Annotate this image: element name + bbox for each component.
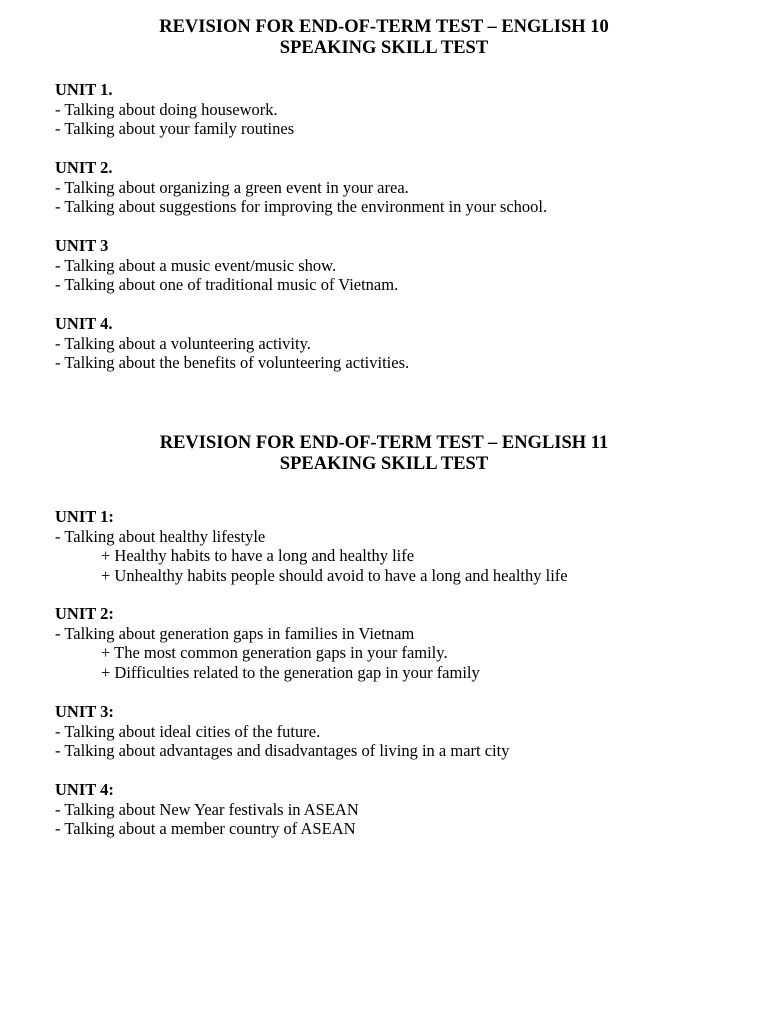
topic-line: - Talking about suggestions for improving the environment in your school. (55, 197, 548, 217)
english-11-unit-2 (55, 604, 745, 682)
unit-title: UNIT 3: (55, 702, 114, 721)
sub-topic-line: + Healthy habits to have a long and healthy life (101, 546, 415, 566)
english-10-unit-4 (55, 314, 745, 373)
topic-line: - Talking about New Year festivals in ASEAN (55, 799, 359, 819)
english-10-subtitle: SPEAKING SKILL TEST (279, 38, 489, 58)
topic-line: - Talking about a volunteering activity. (55, 333, 311, 353)
sub-topic-line: + Unhealthy habits people should avoid to have a long and healthy life (101, 565, 568, 585)
topic-line: - Talking about a music event/music show. (55, 255, 337, 275)
english-11-subtitle: SPEAKING SKILL TEST (279, 454, 489, 474)
topic-line: - Talking about doing housework. (55, 99, 278, 119)
topic-line: - Talking about one of traditional music of Vietnam. (55, 275, 399, 295)
english-10-unit-3 (55, 236, 745, 295)
unit-title: UNIT 1: (55, 507, 114, 526)
unit-title: UNIT 4. (55, 314, 113, 333)
english-10-heading (0, 17, 768, 59)
unit-title: UNIT 4: (55, 780, 114, 799)
topic-line: - Talking about organizing a green event in your area. (55, 177, 409, 197)
english-10-unit-2 (55, 158, 745, 217)
english-11-title: REVISION FOR END-OF-TERM TEST – ENGLISH 11 (159, 433, 609, 453)
topic-line: - Talking about a member country of ASEAN (55, 819, 356, 839)
unit-title: UNIT 2: (55, 604, 114, 623)
topic-line: - Talking about advantages and disadvantages of living in a mart city (55, 741, 510, 761)
english-11-unit-1 (55, 507, 745, 585)
topic-line: - Talking about your family routines (55, 119, 295, 139)
unit-title: UNIT 2. (55, 158, 113, 177)
english-10-title: REVISION FOR END-OF-TERM TEST – ENGLISH 10 (159, 17, 609, 37)
english-11-unit-3 (55, 702, 745, 761)
topic-line: - Talking about generation gaps in families in Vietnam (55, 623, 415, 643)
topic-line: - Talking about ideal cities of the future. (55, 721, 321, 741)
english-10-unit-1 (55, 80, 745, 139)
english-11-heading (0, 433, 768, 475)
unit-title: UNIT 3 (55, 236, 109, 255)
sub-topic-line: + Difficulties related to the generation gap in your family (101, 662, 480, 682)
topic-line: - Talking about the benefits of volunteering activities. (55, 353, 410, 373)
english-11-unit-4 (55, 780, 745, 839)
topic-line: - Talking about healthy lifestyle (55, 526, 266, 546)
unit-title: UNIT 1. (55, 80, 113, 99)
sub-topic-line: + The most common generation gaps in your family. (101, 643, 448, 663)
